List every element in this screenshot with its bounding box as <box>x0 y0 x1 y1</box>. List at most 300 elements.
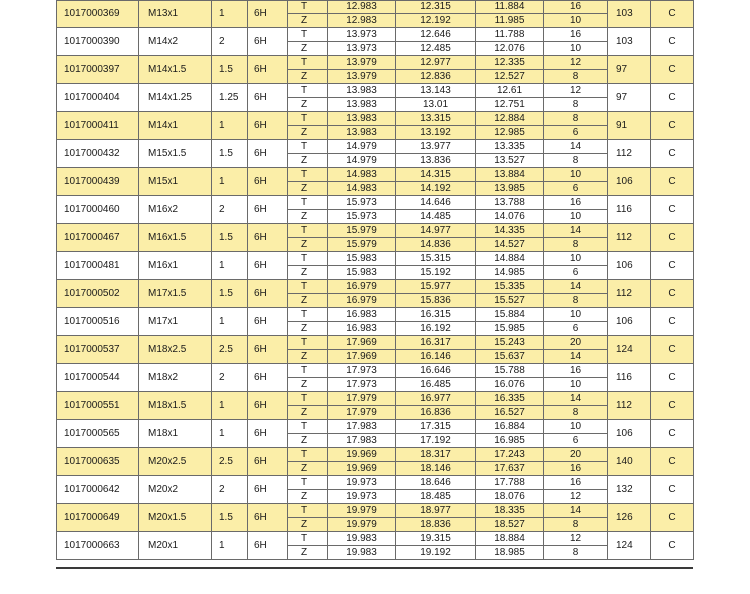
value-cell: 14.983 <box>328 182 396 196</box>
value-cell: 15.836 <box>396 294 476 308</box>
part-code-cell: 1017000481 <box>57 252 139 280</box>
thread-size-cell: M18x2 <box>139 364 212 392</box>
length-cell: 124 <box>608 532 651 560</box>
table-bottom-rule <box>56 567 693 569</box>
pitch-cell: 1.5 <box>212 56 248 84</box>
value-cell: 17.243 <box>476 448 544 462</box>
value-cell: 17.788 <box>476 476 544 490</box>
length-cell: 91 <box>608 112 651 140</box>
value-cell: 13.973 <box>328 42 396 56</box>
count-cell: 10 <box>544 210 608 224</box>
count-cell: 14 <box>544 392 608 406</box>
type-mark-cell: Z <box>288 490 328 504</box>
value-cell: 17.973 <box>328 364 396 378</box>
value-cell: 15.527 <box>476 294 544 308</box>
type-mark-cell: Z <box>288 462 328 476</box>
value-cell: 13.979 <box>328 70 396 84</box>
class-cell: C <box>651 532 694 560</box>
thread-size-cell: M16x1 <box>139 252 212 280</box>
part-code-cell: 1017000551 <box>57 392 139 420</box>
count-cell: 16 <box>544 1 608 14</box>
value-cell: 16.527 <box>476 406 544 420</box>
table-row <box>57 1 694 14</box>
type-mark-cell: Z <box>288 98 328 112</box>
part-code-cell: 1017000642 <box>57 476 139 504</box>
pitch-cell: 2 <box>212 196 248 224</box>
type-mark-cell: Z <box>288 182 328 196</box>
pitch-cell: 2 <box>212 364 248 392</box>
table-row <box>57 392 694 406</box>
pitch-cell: 2 <box>212 476 248 504</box>
table-row <box>57 140 694 154</box>
type-mark-cell: Z <box>288 406 328 420</box>
value-cell: 12.192 <box>396 14 476 28</box>
length-cell: 103 <box>608 28 651 56</box>
value-cell: 14.335 <box>476 224 544 238</box>
class-cell: C <box>651 420 694 448</box>
count-cell: 8 <box>544 70 608 84</box>
tolerance-cell: 6H <box>248 504 288 532</box>
length-cell: 97 <box>608 56 651 84</box>
class-cell: C <box>651 56 694 84</box>
count-cell: 16 <box>544 196 608 210</box>
value-cell: 11.985 <box>476 14 544 28</box>
value-cell: 19.983 <box>328 532 396 546</box>
table-row <box>57 308 694 322</box>
count-cell: 16 <box>544 462 608 476</box>
thread-size-cell: M17x1 <box>139 308 212 336</box>
value-cell: 13.192 <box>396 126 476 140</box>
value-cell: 18.485 <box>396 490 476 504</box>
count-cell: 16 <box>544 476 608 490</box>
type-mark-cell: T <box>288 1 328 14</box>
class-cell: C <box>651 28 694 56</box>
count-cell: 8 <box>544 546 608 560</box>
thread-size-cell: M18x2.5 <box>139 336 212 364</box>
value-cell: 13.983 <box>328 84 396 98</box>
value-cell: 12.983 <box>328 14 396 28</box>
thread-size-cell: M14x1 <box>139 112 212 140</box>
type-mark-cell: T <box>288 364 328 378</box>
value-cell: 13.985 <box>476 182 544 196</box>
type-mark-cell: Z <box>288 126 328 140</box>
value-cell: 19.315 <box>396 532 476 546</box>
type-mark-cell: Z <box>288 378 328 392</box>
type-mark-cell: T <box>288 392 328 406</box>
tolerance-cell: 6H <box>248 280 288 308</box>
thread-size-cell: M15x1 <box>139 168 212 196</box>
pitch-cell: 1.5 <box>212 224 248 252</box>
count-cell: 8 <box>544 294 608 308</box>
value-cell: 19.973 <box>328 476 396 490</box>
value-cell: 13.884 <box>476 168 544 182</box>
value-cell: 15.973 <box>328 210 396 224</box>
value-cell: 18.836 <box>396 518 476 532</box>
value-cell: 17.979 <box>328 392 396 406</box>
length-cell: 132 <box>608 476 651 504</box>
value-cell: 13.979 <box>328 56 396 70</box>
thread-size-cell: M20x1.5 <box>139 504 212 532</box>
length-cell: 112 <box>608 392 651 420</box>
value-cell: 15.335 <box>476 280 544 294</box>
pitch-cell: 1 <box>212 420 248 448</box>
length-cell: 106 <box>608 308 651 336</box>
value-cell: 15.979 <box>328 224 396 238</box>
value-cell: 13.983 <box>328 112 396 126</box>
type-mark-cell: T <box>288 280 328 294</box>
pitch-cell: 2.5 <box>212 336 248 364</box>
part-code-cell: 1017000516 <box>57 308 139 336</box>
pitch-cell: 1.25 <box>212 84 248 112</box>
thread-size-cell: M17x1.5 <box>139 280 212 308</box>
count-cell: 8 <box>544 406 608 420</box>
table-row <box>57 532 694 546</box>
value-cell: 12.646 <box>396 28 476 42</box>
value-cell: 12.485 <box>396 42 476 56</box>
part-code-cell: 1017000663 <box>57 532 139 560</box>
part-code-cell: 1017000544 <box>57 364 139 392</box>
value-cell: 15.983 <box>328 252 396 266</box>
pitch-cell: 1 <box>212 392 248 420</box>
class-cell: C <box>651 308 694 336</box>
value-cell: 11.788 <box>476 28 544 42</box>
count-cell: 8 <box>544 112 608 126</box>
length-cell: 106 <box>608 252 651 280</box>
tolerance-cell: 6H <box>248 448 288 476</box>
value-cell: 18.335 <box>476 504 544 518</box>
value-cell: 18.076 <box>476 490 544 504</box>
value-cell: 12.315 <box>396 1 476 14</box>
tolerance-cell: 6H <box>248 84 288 112</box>
count-cell: 14 <box>544 224 608 238</box>
thread-size-cell: M20x1 <box>139 532 212 560</box>
value-cell: 15.985 <box>476 322 544 336</box>
tolerance-cell: 6H <box>248 476 288 504</box>
count-cell: 16 <box>544 28 608 42</box>
pitch-cell: 1.5 <box>212 504 248 532</box>
value-cell: 16.977 <box>396 392 476 406</box>
value-cell: 16.884 <box>476 420 544 434</box>
thread-size-cell: M18x1.5 <box>139 392 212 420</box>
value-cell: 16.192 <box>396 322 476 336</box>
thread-size-cell: M16x2 <box>139 196 212 224</box>
value-cell: 15.243 <box>476 336 544 350</box>
value-cell: 16.983 <box>328 322 396 336</box>
count-cell: 12 <box>544 490 608 504</box>
value-cell: 16.485 <box>396 378 476 392</box>
class-cell: C <box>651 364 694 392</box>
tolerance-cell: 6H <box>248 392 288 420</box>
value-cell: 19.969 <box>328 462 396 476</box>
value-cell: 16.335 <box>476 392 544 406</box>
count-cell: 10 <box>544 14 608 28</box>
value-cell: 15.977 <box>396 280 476 294</box>
tolerance-cell: 6H <box>248 1 288 28</box>
value-cell: 16.979 <box>328 294 396 308</box>
value-cell: 19.983 <box>328 546 396 560</box>
length-cell: 112 <box>608 140 651 168</box>
class-cell: C <box>651 140 694 168</box>
tolerance-cell: 6H <box>248 308 288 336</box>
value-cell: 13.01 <box>396 98 476 112</box>
value-cell: 17.637 <box>476 462 544 476</box>
value-cell: 15.192 <box>396 266 476 280</box>
class-cell: C <box>651 392 694 420</box>
class-cell: C <box>651 1 694 28</box>
value-cell: 14.527 <box>476 238 544 252</box>
table-row <box>57 112 694 126</box>
value-cell: 19.973 <box>328 490 396 504</box>
length-cell: 106 <box>608 168 651 196</box>
type-mark-cell: Z <box>288 210 328 224</box>
class-cell: C <box>651 196 694 224</box>
part-code-cell: 1017000404 <box>57 84 139 112</box>
pitch-cell: 1 <box>212 1 248 28</box>
value-cell: 18.527 <box>476 518 544 532</box>
tolerance-cell: 6H <box>248 532 288 560</box>
table-row <box>57 476 694 490</box>
value-cell: 15.884 <box>476 308 544 322</box>
value-cell: 14.485 <box>396 210 476 224</box>
value-cell: 19.979 <box>328 504 396 518</box>
table-row <box>57 252 694 266</box>
value-cell: 16.836 <box>396 406 476 420</box>
type-mark-cell: T <box>288 336 328 350</box>
count-cell: 10 <box>544 168 608 182</box>
table-row <box>57 168 694 182</box>
value-cell: 13.983 <box>328 98 396 112</box>
pitch-cell: 1 <box>212 168 248 196</box>
value-cell: 14.983 <box>328 168 396 182</box>
value-cell: 17.973 <box>328 378 396 392</box>
count-cell: 14 <box>544 350 608 364</box>
part-code-cell: 1017000439 <box>57 168 139 196</box>
thread-size-cell: M13x1 <box>139 1 212 28</box>
type-mark-cell: Z <box>288 434 328 448</box>
value-cell: 12.335 <box>476 56 544 70</box>
count-cell: 6 <box>544 266 608 280</box>
count-cell: 10 <box>544 252 608 266</box>
value-cell: 16.146 <box>396 350 476 364</box>
count-cell: 14 <box>544 504 608 518</box>
length-cell: 106 <box>608 420 651 448</box>
value-cell: 13.836 <box>396 154 476 168</box>
length-cell: 112 <box>608 280 651 308</box>
value-cell: 17.315 <box>396 420 476 434</box>
count-cell: 12 <box>544 56 608 70</box>
class-cell: C <box>651 448 694 476</box>
thread-size-cell: M14x2 <box>139 28 212 56</box>
class-cell: C <box>651 84 694 112</box>
type-mark-cell: Z <box>288 350 328 364</box>
value-cell: 16.985 <box>476 434 544 448</box>
part-code-cell: 1017000467 <box>57 224 139 252</box>
class-cell: C <box>651 280 694 308</box>
value-cell: 12.527 <box>476 70 544 84</box>
count-cell: 6 <box>544 434 608 448</box>
count-cell: 14 <box>544 280 608 294</box>
value-cell: 17.969 <box>328 350 396 364</box>
value-cell: 13.315 <box>396 112 476 126</box>
value-cell: 14.315 <box>396 168 476 182</box>
type-mark-cell: Z <box>288 42 328 56</box>
type-mark-cell: T <box>288 532 328 546</box>
count-cell: 20 <box>544 336 608 350</box>
table-row <box>57 420 694 434</box>
value-cell: 14.076 <box>476 210 544 224</box>
table-row <box>57 336 694 350</box>
value-cell: 14.979 <box>328 140 396 154</box>
value-cell: 15.637 <box>476 350 544 364</box>
tolerance-cell: 6H <box>248 28 288 56</box>
length-cell: 97 <box>608 84 651 112</box>
type-mark-cell: T <box>288 420 328 434</box>
type-mark-cell: T <box>288 252 328 266</box>
class-cell: C <box>651 112 694 140</box>
value-cell: 14.884 <box>476 252 544 266</box>
thread-size-cell: M20x2 <box>139 476 212 504</box>
class-cell: C <box>651 224 694 252</box>
length-cell: 124 <box>608 336 651 364</box>
value-cell: 12.61 <box>476 84 544 98</box>
length-cell: 116 <box>608 196 651 224</box>
value-cell: 14.192 <box>396 182 476 196</box>
value-cell: 16.979 <box>328 280 396 294</box>
type-mark-cell: Z <box>288 154 328 168</box>
class-cell: C <box>651 504 694 532</box>
value-cell: 17.969 <box>328 336 396 350</box>
count-cell: 20 <box>544 448 608 462</box>
value-cell: 12.977 <box>396 56 476 70</box>
thread-size-cell: M20x2.5 <box>139 448 212 476</box>
value-cell: 13.335 <box>476 140 544 154</box>
table-body <box>57 1 694 560</box>
pitch-cell: 1.5 <box>212 280 248 308</box>
type-mark-cell: Z <box>288 518 328 532</box>
table-row <box>57 84 694 98</box>
part-code-cell: 1017000635 <box>57 448 139 476</box>
value-cell: 18.985 <box>476 546 544 560</box>
thread-size-cell: M14x1.25 <box>139 84 212 112</box>
part-code-cell: 1017000411 <box>57 112 139 140</box>
part-code-cell: 1017000565 <box>57 420 139 448</box>
pitch-cell: 1.5 <box>212 140 248 168</box>
part-code-cell: 1017000460 <box>57 196 139 224</box>
thread-size-cell: M16x1.5 <box>139 224 212 252</box>
tolerance-cell: 6H <box>248 420 288 448</box>
type-mark-cell: Z <box>288 322 328 336</box>
pitch-cell: 1 <box>212 252 248 280</box>
value-cell: 11.884 <box>476 1 544 14</box>
pitch-cell: 1 <box>212 532 248 560</box>
value-cell: 12.836 <box>396 70 476 84</box>
type-mark-cell: T <box>288 196 328 210</box>
value-cell: 18.146 <box>396 462 476 476</box>
tolerance-cell: 6H <box>248 168 288 196</box>
count-cell: 16 <box>544 364 608 378</box>
type-mark-cell: T <box>288 476 328 490</box>
value-cell: 17.979 <box>328 406 396 420</box>
type-mark-cell: Z <box>288 294 328 308</box>
value-cell: 13.983 <box>328 126 396 140</box>
value-cell: 15.973 <box>328 196 396 210</box>
table-row <box>57 224 694 238</box>
part-code-cell: 1017000537 <box>57 336 139 364</box>
count-cell: 12 <box>544 532 608 546</box>
value-cell: 19.979 <box>328 518 396 532</box>
part-code-cell: 1017000390 <box>57 28 139 56</box>
value-cell: 13.143 <box>396 84 476 98</box>
thread-size-cell: M18x1 <box>139 420 212 448</box>
value-cell: 12.076 <box>476 42 544 56</box>
tolerance-cell: 6H <box>248 364 288 392</box>
table-row <box>57 448 694 462</box>
tolerance-cell: 6H <box>248 112 288 140</box>
value-cell: 13.977 <box>396 140 476 154</box>
value-cell: 16.646 <box>396 364 476 378</box>
count-cell: 8 <box>544 238 608 252</box>
length-cell: 126 <box>608 504 651 532</box>
count-cell: 10 <box>544 378 608 392</box>
tolerance-cell: 6H <box>248 336 288 364</box>
table-row <box>57 504 694 518</box>
value-cell: 13.527 <box>476 154 544 168</box>
tolerance-cell: 6H <box>248 224 288 252</box>
value-cell: 19.192 <box>396 546 476 560</box>
count-cell: 8 <box>544 98 608 112</box>
tolerance-cell: 6H <box>248 252 288 280</box>
count-cell: 10 <box>544 308 608 322</box>
count-cell: 12 <box>544 84 608 98</box>
tolerance-cell: 6H <box>248 140 288 168</box>
type-mark-cell: T <box>288 308 328 322</box>
value-cell: 12.985 <box>476 126 544 140</box>
pitch-cell: 1 <box>212 308 248 336</box>
value-cell: 12.751 <box>476 98 544 112</box>
type-mark-cell: T <box>288 504 328 518</box>
table-row <box>57 364 694 378</box>
part-code-cell: 1017000369 <box>57 1 139 28</box>
count-cell: 6 <box>544 182 608 196</box>
value-cell: 12.884 <box>476 112 544 126</box>
class-cell: C <box>651 336 694 364</box>
count-cell: 10 <box>544 42 608 56</box>
part-code-cell: 1017000649 <box>57 504 139 532</box>
type-mark-cell: T <box>288 140 328 154</box>
pitch-cell: 2.5 <box>212 448 248 476</box>
value-cell: 14.985 <box>476 266 544 280</box>
thread-size-cell: M15x1.5 <box>139 140 212 168</box>
value-cell: 12.983 <box>328 1 396 14</box>
value-cell: 17.192 <box>396 434 476 448</box>
type-mark-cell: Z <box>288 14 328 28</box>
type-mark-cell: Z <box>288 70 328 84</box>
pitch-cell: 2 <box>212 28 248 56</box>
tolerance-cell: 6H <box>248 196 288 224</box>
value-cell: 16.315 <box>396 308 476 322</box>
value-cell: 14.646 <box>396 196 476 210</box>
value-cell: 15.979 <box>328 238 396 252</box>
value-cell: 16.076 <box>476 378 544 392</box>
value-cell: 13.973 <box>328 28 396 42</box>
value-cell: 15.315 <box>396 252 476 266</box>
count-cell: 6 <box>544 126 608 140</box>
type-mark-cell: Z <box>288 546 328 560</box>
length-cell: 112 <box>608 224 651 252</box>
type-mark-cell: T <box>288 112 328 126</box>
value-cell: 18.317 <box>396 448 476 462</box>
pitch-cell: 1 <box>212 112 248 140</box>
